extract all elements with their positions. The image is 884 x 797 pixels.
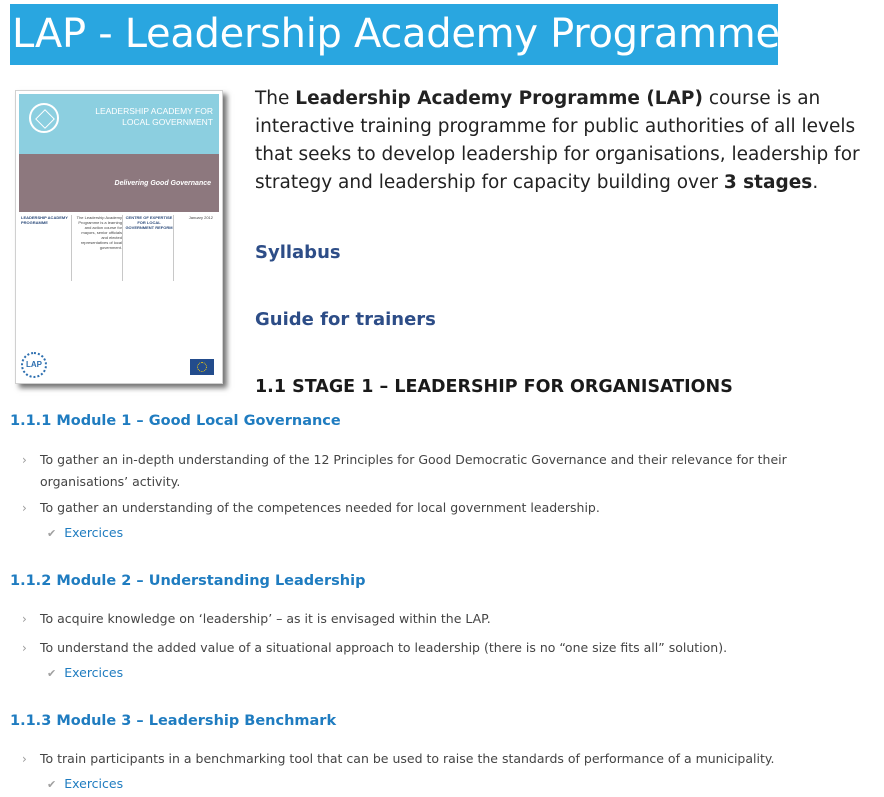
module-3-heading: 1.1.3 Module 3 – Leadership Benchmark xyxy=(10,713,337,729)
intro-programme-name: Leadership Academy Programme (LAP) xyxy=(295,88,703,109)
cover-subtitle: Delivering Good Governance xyxy=(114,180,211,187)
list-item xyxy=(22,637,862,659)
cover-title: LEADERSHIP ACADEMY FOR LOCAL GOVERNMENT xyxy=(95,106,213,127)
module-3-exercises-link[interactable]: Exercices xyxy=(64,776,124,791)
course-cover-image xyxy=(15,90,223,384)
intro-paragraph xyxy=(255,85,870,197)
module-1-exercise xyxy=(47,523,123,544)
chevron-right-icon: › xyxy=(22,612,27,626)
list-item xyxy=(22,608,862,630)
module-1-exercises-link[interactable]: Exercices xyxy=(64,525,124,540)
chevron-right-icon: › xyxy=(22,501,27,515)
chevron-right-icon: › xyxy=(22,453,27,467)
lap-logo-icon: LAP xyxy=(21,352,47,378)
module-1-heading: 1.1.1 Module 1 – Good Local Governance xyxy=(10,413,341,429)
list-item xyxy=(22,449,862,493)
chevron-right-icon: › xyxy=(22,752,27,766)
module-2-heading: 1.1.2 Module 2 – Understanding Leadership xyxy=(10,573,366,589)
list-item-text: To train participants in a benchmarking tool that can be used to raise the standards of performance of a municipality. xyxy=(40,751,775,766)
check-icon: ✔ xyxy=(47,527,57,540)
check-icon: ✔ xyxy=(47,778,57,791)
dodecahedron-logo-icon xyxy=(29,103,59,133)
stage-1-heading: 1.1 STAGE 1 – LEADERSHIP FOR ORGANISATIONS xyxy=(255,377,733,397)
intro-text-middle: course is an interactive training programme for public authorities of all levels that seeks to develop leadership for organisations, leadership for strategy and leadership for capacity building over xyxy=(255,88,860,193)
chevron-right-icon: › xyxy=(22,641,27,655)
council-of-europe-flag-icon xyxy=(190,359,214,375)
syllabus-link[interactable]: Syllabus xyxy=(255,242,341,263)
intro-text-after: . xyxy=(812,172,819,193)
cover-col-programme: LEADERSHIP ACADEMY PROGRAMME xyxy=(21,215,72,281)
intro-text-before: The xyxy=(255,88,296,109)
list-item-text: To gather an understanding of the competences needed for local government leadership. xyxy=(40,500,600,515)
guide-for-trainers-link[interactable]: Guide for trainers xyxy=(255,309,436,330)
cover-columns xyxy=(19,212,219,282)
cover-col-date: January 2012 xyxy=(188,215,213,220)
module-2-exercises-link[interactable]: Exercices xyxy=(64,665,124,680)
check-icon: ✔ xyxy=(47,667,57,680)
list-item-text: To acquire knowledge on ‘leadership’ – as it is envisaged within the LAP. xyxy=(40,611,491,626)
module-3-exercise xyxy=(47,774,123,795)
list-item-text: To understand the added value of a situational approach to leadership (there is no “one size fits all” solution). xyxy=(40,640,728,655)
cover-col-description: The Leadership Academy Programme is a learning and action course for mayors, senior officials and elected representatives of local government. xyxy=(74,215,123,281)
module-2-exercise xyxy=(47,663,123,684)
list-item-text: To gather an in-depth understanding of the 12 Principles for Good Democratic Governance and their relevance for their organisations’ activity. xyxy=(40,452,787,489)
page-title: LAP - Leadership Academy Programme xyxy=(10,4,778,65)
intro-stage-count: 3 stages xyxy=(723,172,813,193)
cover-header xyxy=(19,94,219,154)
cover-band xyxy=(19,154,219,212)
cover-col-centre: CENTRE OF EXPERTISE FOR LOCAL GOVERNMENT REFORM xyxy=(125,215,174,281)
list-item xyxy=(22,748,862,770)
list-item xyxy=(22,497,862,519)
